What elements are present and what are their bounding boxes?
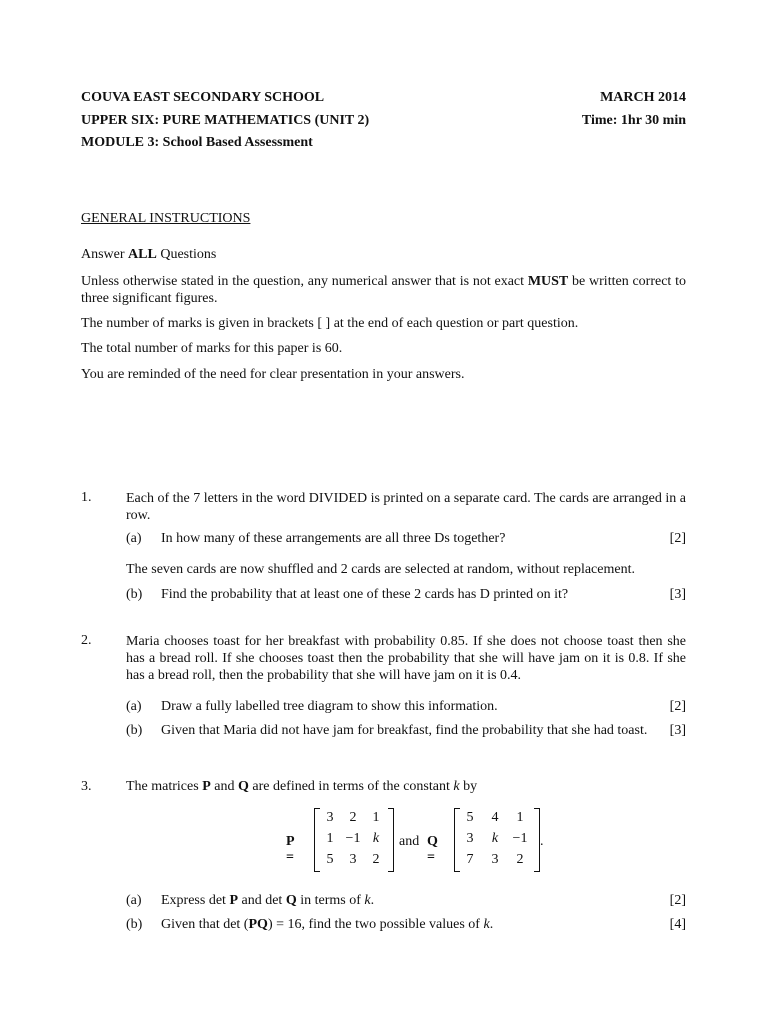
q2b-text: Given that Maria did not have jam for breakfast, find the probability that she had toast.	[161, 723, 648, 738]
q3-stem-p: P	[202, 779, 211, 794]
instruction-total-marks: The total number of marks for this paper is 60.	[81, 341, 343, 356]
matrix-cell: 3	[466, 831, 474, 846]
matrix-cell: 5	[326, 852, 334, 867]
q2a-marks: [2]	[669, 699, 686, 714]
school-name: COUVA EAST SECONDARY SCHOOL	[81, 90, 325, 105]
q2b-label: (b)	[126, 723, 143, 738]
exam-date: MARCH 2014	[600, 90, 686, 105]
matrix-cell: 4	[491, 810, 499, 825]
matrix-cell: −1	[512, 831, 528, 846]
matrix-q-label: Q =	[427, 834, 438, 865]
q1b-marks: [3]	[669, 587, 686, 602]
matrix-q	[454, 808, 540, 872]
q3b-marks: [4]	[669, 917, 686, 932]
instruction-presentation: You are reminded of the need for clear presentation in your answers.	[81, 367, 465, 382]
q1a-text: In how many of these arrangements are all three Ds together?	[161, 531, 506, 546]
matrix-and-word: and	[399, 834, 420, 849]
sig-figs-post: be written correct to three significant figures.	[81, 274, 686, 306]
q3-number: 3.	[81, 779, 92, 794]
q3b-text	[161, 917, 493, 933]
q1-stem: Each of the 7 letters in the word DIVIDED is printed on a separate card. The cards are arranged in a row.	[126, 491, 686, 523]
q3b-k: k	[483, 917, 490, 932]
matrix-cell: 1	[372, 810, 380, 825]
q3a-marks: [2]	[669, 893, 686, 908]
matrix-cell: 7	[466, 852, 474, 867]
q2a-label: (a)	[126, 699, 142, 714]
q3-stem-mid: are defined in terms of the constant	[248, 779, 454, 794]
q3a-text	[161, 893, 374, 909]
q3b-mid: ) = 16, find the two possible values of	[267, 917, 484, 932]
sig-figs-bold: MUST	[527, 274, 569, 289]
matrix-cell: 3	[326, 810, 334, 825]
q2b-marks: [3]	[669, 723, 686, 738]
q3a-p: P	[229, 893, 238, 908]
matrix-cell: −1	[345, 831, 361, 846]
q3b-pq: PQ	[248, 917, 268, 932]
course-title: UPPER SIX: PURE MATHEMATICS (UNIT 2)	[81, 113, 370, 128]
q3a-q: Q	[285, 893, 297, 908]
answer-all-pre: Answer	[81, 247, 129, 262]
matrix-cell: 1	[326, 831, 334, 846]
q3-stem-pre: The matrices	[126, 779, 203, 794]
matrix-period: .	[540, 834, 544, 849]
q1-number: 1.	[81, 490, 92, 505]
q1a-label: (a)	[126, 531, 142, 546]
sig-figs-pre: Unless otherwise stated in the question, any numerical answer that is not exact	[81, 274, 528, 289]
q1b-label: (b)	[126, 587, 143, 602]
q2-stem: Maria chooses toast for her breakfast with probability 0.85. If she does not choose toast then she has a bread roll. If she chooses toast then the probability that she will have jam on it is 0.8. If she has a bread roll, then the probability that she will have jam on it is 0.4.	[126, 634, 686, 683]
matrix-cell: 2	[372, 852, 380, 867]
matrix-p	[314, 808, 394, 872]
q1a-marks: [2]	[669, 531, 686, 546]
matrix-cell: 1	[516, 810, 524, 825]
q3b-label: (b)	[126, 917, 143, 932]
q2-number: 2.	[81, 633, 92, 648]
matrix-cell: k	[372, 831, 380, 846]
matrix-cell: 3	[349, 852, 357, 867]
q2a-text: Draw a fully labelled tree diagram to show this information.	[161, 699, 498, 714]
module-prefix: MODULE 3:	[81, 135, 160, 150]
matrix-cell: k	[491, 831, 499, 846]
matrix-cell: 5	[466, 810, 474, 825]
q3-stem-q: Q	[237, 779, 249, 794]
instruction-sig-figs	[81, 273, 686, 307]
q3-stem-k: k	[453, 779, 460, 794]
instructions-heading: GENERAL INSTRUCTIONS	[81, 211, 251, 226]
q3b-end: .	[489, 917, 494, 932]
instruction-marks-brackets: The number of marks is given in brackets [ ] at the end of each question or part question.	[81, 316, 579, 331]
q3-stem-post: by	[459, 779, 478, 794]
answer-all-bold: ALL	[128, 247, 157, 262]
module-rest: School Based Assessment	[159, 135, 313, 150]
q3a-post-pre: in terms of	[296, 893, 365, 908]
matrix-cell: 2	[349, 810, 357, 825]
q3b-pre: Given that det (	[161, 917, 249, 932]
q3a-label: (a)	[126, 893, 142, 908]
q3-stem-and: and	[210, 779, 238, 794]
q3a-k: k	[364, 893, 371, 908]
q1-middle-text: The seven cards are now shuffled and 2 cards are selected at random, without replacement.	[126, 562, 635, 577]
instruction-answer-all	[81, 247, 216, 263]
matrix-cell: 3	[491, 852, 499, 867]
q3a-pre: Express det	[161, 893, 230, 908]
matrix-cell: 2	[516, 852, 524, 867]
answer-all-post: Questions	[156, 247, 217, 262]
module-title	[81, 135, 313, 151]
matrix-p-label: P =	[286, 834, 294, 865]
q1b-text: Find the probability that at least one of these 2 cards has D printed on it?	[161, 587, 569, 602]
q3-stem	[126, 779, 477, 795]
exam-time: Time: 1hr 30 min	[581, 113, 686, 128]
q3a-mid: and det	[238, 893, 286, 908]
q3a-end: .	[370, 893, 375, 908]
